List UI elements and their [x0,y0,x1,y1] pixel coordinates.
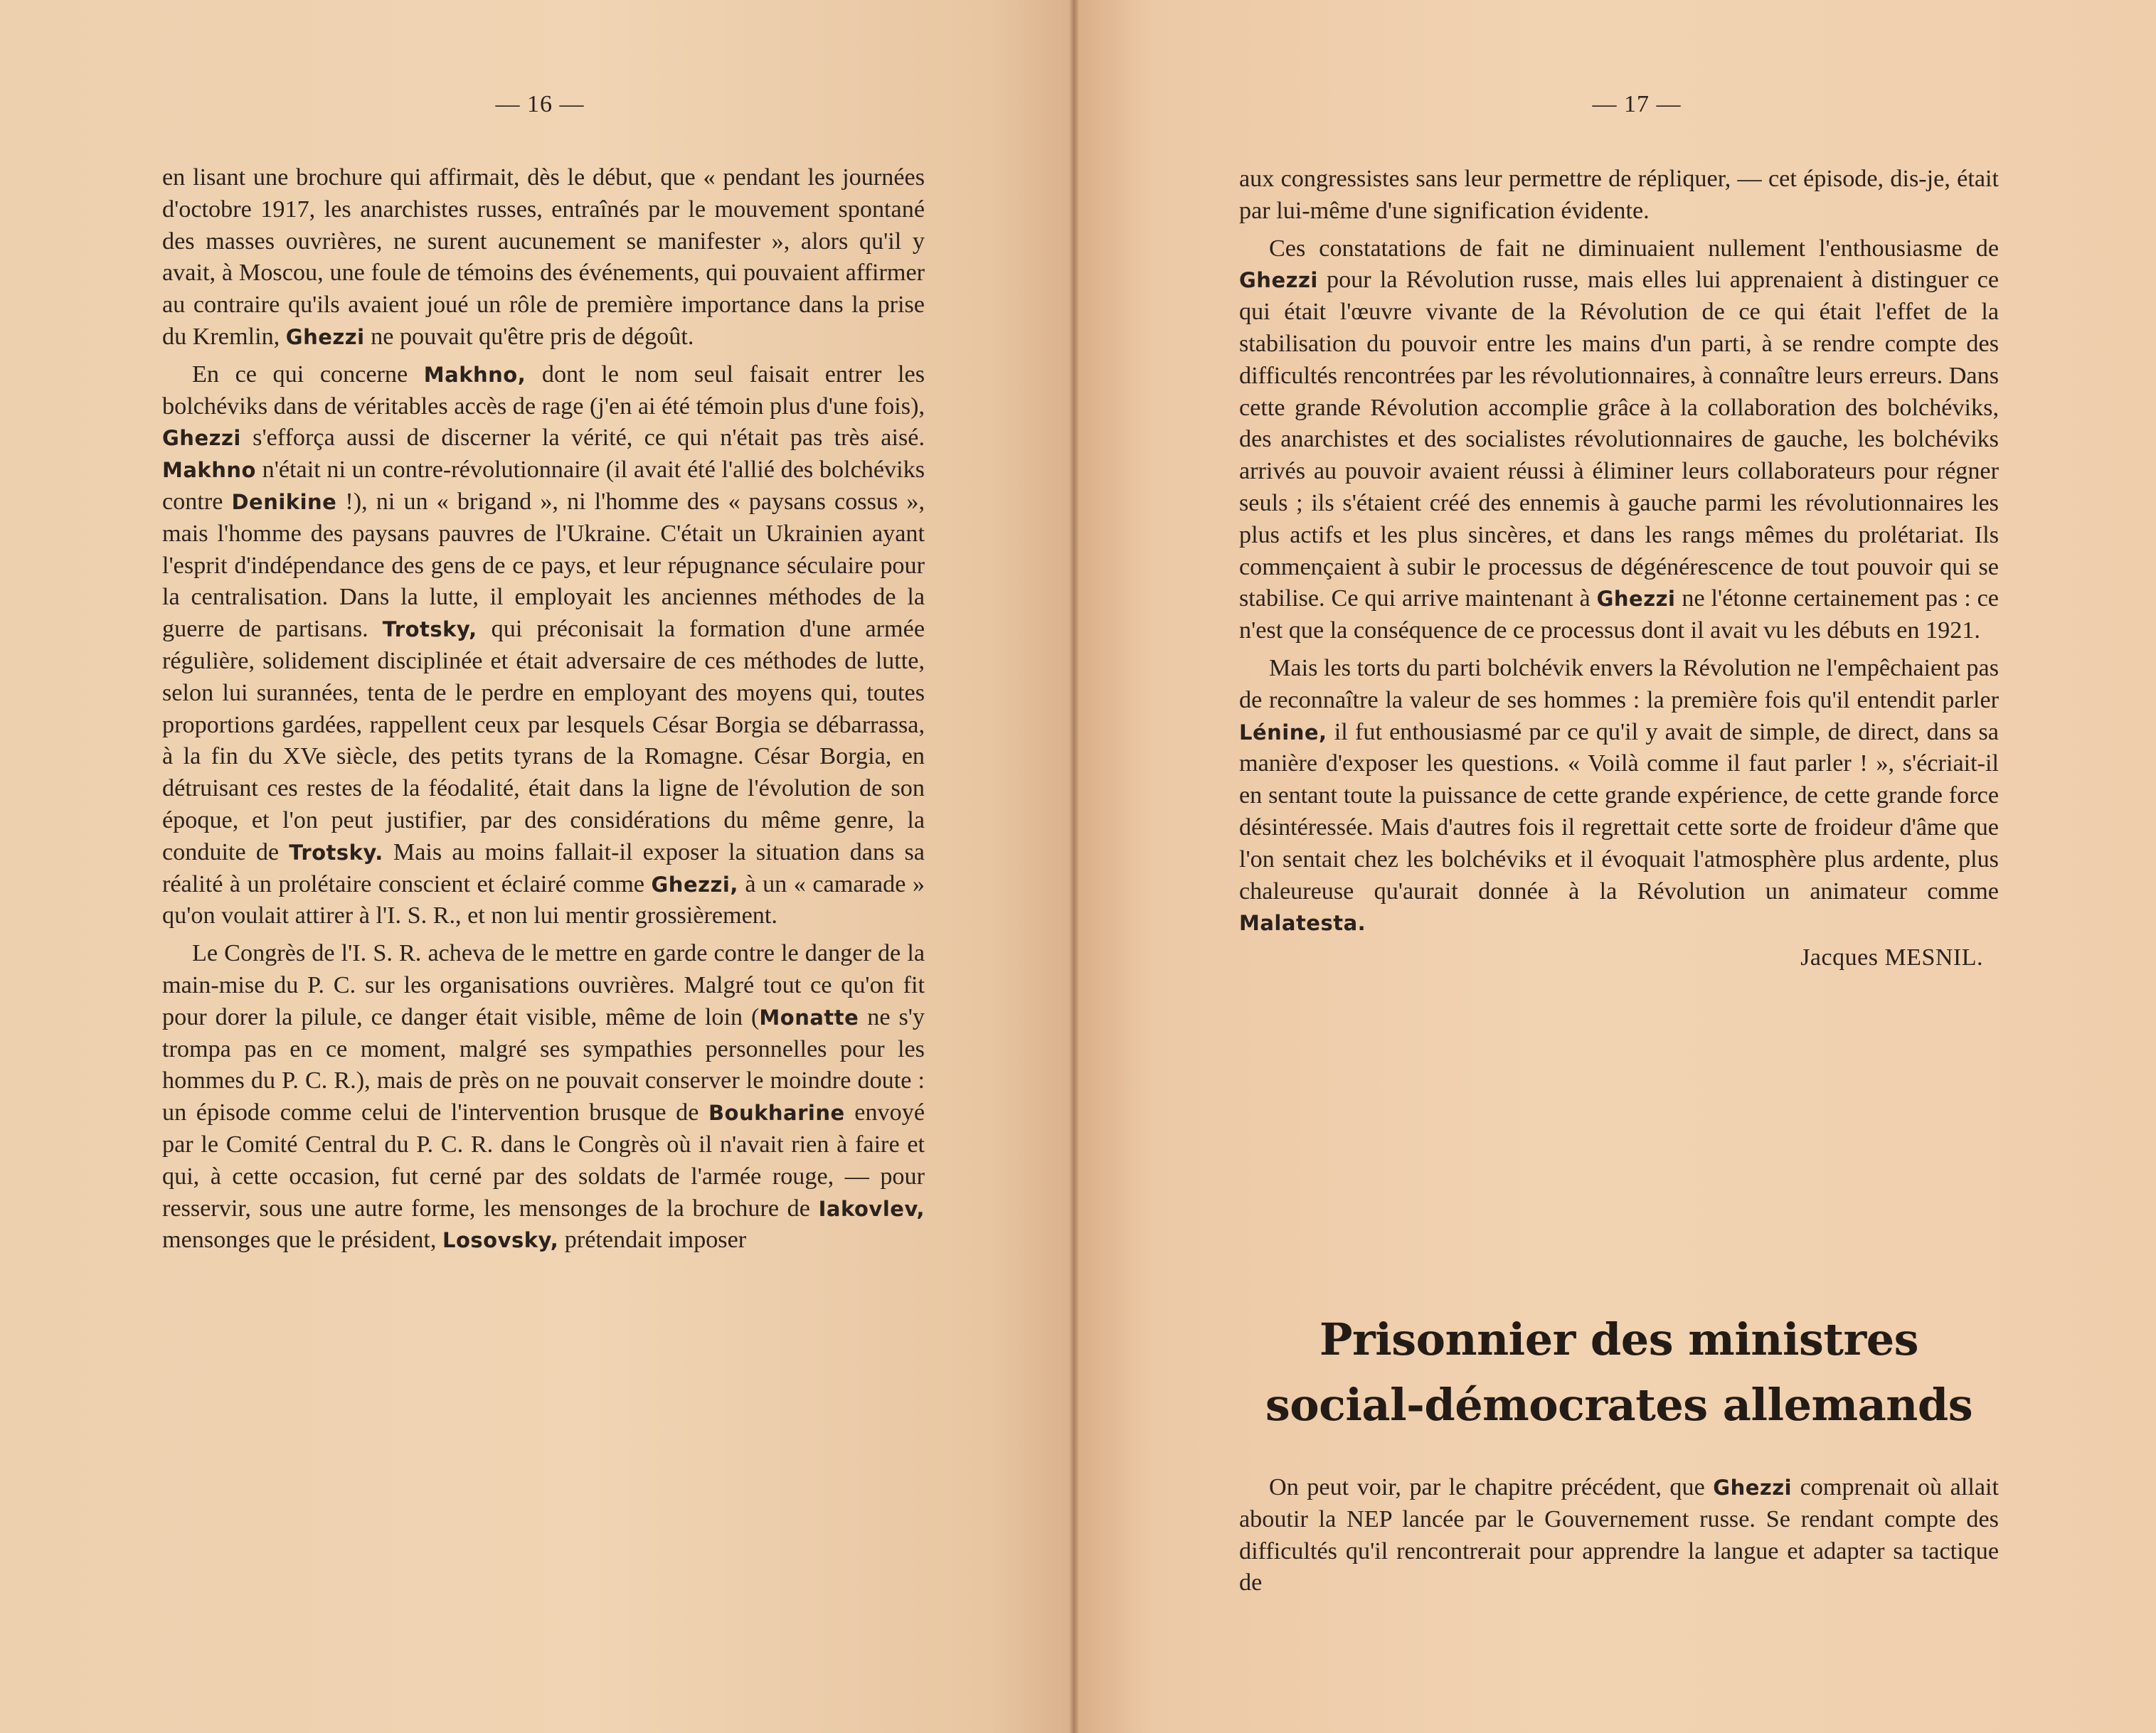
right-page [1076,0,2156,1733]
text-run: !), ni un « brigand », ni l'homme des « paysans cossus », mais l'homme des paysans pauvres de l'Ukraine. C'était un Ukrainien ayant l'esprit d'indépendance des gens de ce pays, et leur répugnance séculaire pour la centralisation. Dans la lutte, il employait les anciennes méthodes de la guerre de partisans. [162,488,925,643]
proper-name: Denikine [231,489,337,514]
text-run: Mais les torts du parti bolchévik envers la Révolution ne l'empêchaient pas de reconnaître la valeur de ses hommes : la première fois qu'il entendit parler [1239,654,1999,713]
proper-name: Boukharine [708,1101,845,1126]
paragraph [162,359,925,932]
chapter-heading-line-1: Prisonnier des ministres [1319,1313,1919,1365]
text-run: Ces constatations de fait ne diminuaient nullement l'enthousiasme de [1269,235,1999,262]
text-run: à un « camarade » qu'on voulait attirer à l'I. S. R., et non lui mentir grossièrement. [162,870,925,929]
chapter-heading [1239,1307,1999,1438]
proper-name: Makhno [162,458,256,483]
proper-name: Losovsky, [442,1228,559,1253]
proper-name: Ghezzi [162,426,241,451]
proper-name: Malatesta. [1239,911,1366,936]
text-run: ne pouvait qu'être pris de dégoût. [364,323,694,350]
proper-name: Trotsky. [289,840,383,865]
text-run: On peut voir, par le chapitre précédent, que [1269,1474,1714,1500]
proper-name: Ghezzi [1713,1476,1793,1500]
text-run: dont le nom seul faisait entrer les bolchéviks dans de véritables accès de rage (j'en ai été témoin plus d'une fois), [162,361,925,420]
left-text-column [162,162,925,1257]
text-run: ne s'y trompa pas en ce moment, malgré ses sympathies personnelles pour les hommes du P. C. R.), mais de près on ne pouvait conserver le moindre doute : un épisode comme celui de l'intervention brusque de [162,1003,925,1126]
text-run: prétendait imposer [558,1227,747,1254]
paragraph [1239,1472,1999,1599]
text-run: pour la Révolution russe, mais elles lui apprenaient à distinguer ce qui était l'œuvre vivante de la Révolution de ce qui était l'effet de la stabilisation du pouvoir entre les mains d'un parti, à se rendre compte des difficultés rencontrées par les révolutionnaires, à connaître leurs erreurs. Dans cette grande Révolution accomplie grâce à la collaboration des bolchéviks, des anarchistes et des socialistes révolutionnaires de gauche, les bolchéviks arrivés au pouvoir avaient réussi à éliminer leurs collaborateurs pour régner seuls ; ils s'étaient créé des ennemis à gauche parmi les révolutionnaires les plus actifs et les plus sincères, et dans les rangs mêmes du prolétariat. Ils commençaient à subir le processus de dégénérescence de tout pouvoir qui se stabilise. Ce qui arrive maintenant à [1239,267,1999,612]
text-run: mensonges que le président, [162,1227,443,1254]
proper-name: Lénine, [1239,720,1327,745]
text-run: qui préconisait la formation d'une armée régulière, solidement disciplinée et était adversaire de ces méthodes de lutte, selon lui surannées, tenta de le perdre en employant des moyens qui, toutes proportions gardées, rappellent ceux par lesquels César Borgia se débarrassa, à la fin du XVe siècle, des petits tyrans de la Romagne. César Borgia, en détruisant ces restes de la féodalité, était dans la ligne de l'évolution de son époque, et l'on peut justifier, par des considérations du même genre, la conduite de [162,616,925,865]
proper-name: Ghezzi [1239,268,1318,293]
paragraph [162,938,925,1257]
paragraph [1239,653,1999,939]
proper-name: Monatte [759,1005,859,1030]
author-signature: Jacques MESNIL. [1800,944,1983,971]
text-run: Mais au moins fallait-il exposer la situation dans sa réalité à un prolétaire conscient et éclairé comme [162,838,925,897]
text-run: s'efforça aussi de discerner la vérité, ce qui n'était pas très aisé. [240,425,925,452]
text-run: comprenait où allait aboutir la NEP lancée par le Gouvernement russe. Se rendant compte des difficultés qu'il rencontrerait pour apprendre la langue et adapter sa tactique de [1239,1474,1999,1596]
page-number-right: — 17 — [1592,91,1682,117]
text-run: Le Congrès de l'I. S. R. acheva de le mettre en garde contre le danger de la main-mise du P. C. sur les organisations ouvrières. Malgré tout ce qu'on fit pour dorer la pilule, ce danger était visible, même de loin ( [162,940,925,1030]
text-run: ne l'étonne certainement pas : ce n'est que la conséquence de ce processus dont il avait vu les débuts en 1921. [1239,585,1999,644]
book-gutter [1069,0,1079,1733]
left-page [0,0,1076,1733]
proper-name: Trotsky, [382,617,477,642]
text-run: n'était ni un contre-révolutionnaire (il avait été l'allié des bolchéviks contre [162,457,925,515]
text-run: En ce qui concerne [192,361,424,388]
proper-name: Ghezzi [285,324,365,349]
page-number-left: — 16 — [495,91,585,117]
proper-name: Makhno, [423,362,526,387]
paragraph [1239,164,1999,228]
text-run: en lisant une brochure qui affirmait, dès le début, que « pendant les journées d'octobre 1917, les anarchistes russes, entraînés par le mouvement spontané des masses ouvrières, ne surent aucunement se manifester », alors qu'il y avait, à Moscou, une foule de témoins des événements, qui pouvaient affirmer au contraire qu'ils avaient joué un rôle de première importance dans la prise du Kremlin, [162,164,925,350]
paragraph [162,162,925,353]
proper-name: Ghezzi, [651,872,738,897]
paragraph [1239,233,1999,647]
text-run: il fut enthousiasmé par ce qu'il y avait de simple, de direct, dans sa manière d'exposer les questions. « Voilà comme il faut parler ! », s'écriait-il en sentant toute la puissance de cette grande expérience, de cette grande force désintéressée. Mais d'autres fois il regrettait cette sorte de froideur d'âme que l'on sentait chez les bolchéviks et il évoquait l'atmosphère plus ardente, plus chaleureuse qu'aurait donnée à la Révolution un animateur comme [1239,718,1999,905]
text-run: aux congressistes sans leur permettre de répliquer, — cet épisode, dis-je, était par lui-même d'une signification évidente. [1239,166,1999,224]
text-run: envoyé par le Comité Central du P. C. R. dans le Congrès où il n'avait rien à faire et qui, à cette occasion, fut cerné par des soldats de l'armée rouge, — pour resservir, sous une autre forme, les mensonges de la brochure de [162,1099,925,1222]
right-text-column [1239,164,1999,974]
chapter-opening-text [1239,1472,1999,1599]
chapter-heading-line-2: social-démocrates allemands [1265,1379,1973,1431]
proper-name: Ghezzi [1596,587,1676,612]
proper-name: Iakovlev, [818,1196,925,1221]
